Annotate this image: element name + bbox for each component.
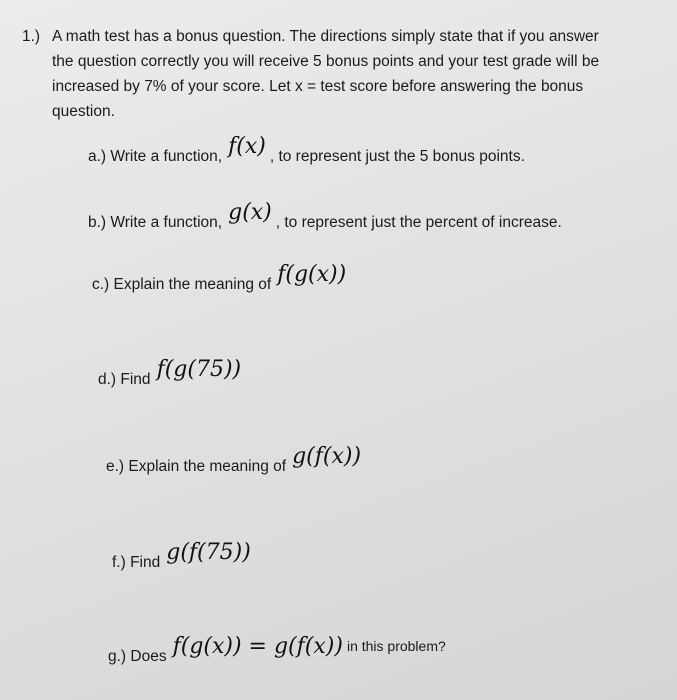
part-a-expression: f(x) (228, 134, 266, 159)
part-d-label: d.) Find (98, 371, 151, 388)
part-e-expression: g(f(x)) (292, 444, 362, 469)
part-g-text: in this problem? (346, 638, 446, 654)
part-a-text: , to represent just the 5 bonus points. (269, 148, 525, 165)
part-b-expression: g(x) (228, 200, 272, 225)
part-d-expression: f(g(75)) (156, 357, 242, 382)
part-a-label: a.) Write a function, (88, 148, 223, 165)
part-b (88, 200, 562, 233)
part-f-label: f.) Find (112, 554, 161, 571)
problem-line: the question correctly you will receive 5 bonus points and your test grade will be (52, 53, 600, 70)
part-a (88, 134, 525, 167)
part-c-expression: f(g(x)) (277, 262, 347, 287)
part-g-expression: f(g(x)) = g(f(x)) (172, 634, 343, 659)
problem-line: question. (52, 103, 115, 120)
part-c (92, 262, 350, 295)
part-e-label: e.) Explain the meaning of (106, 458, 287, 475)
part-g-label: g.) Does (108, 648, 167, 665)
part-b-text: , to represent just the percent of increase. (275, 214, 562, 231)
problem-statement (22, 24, 672, 124)
part-g (108, 634, 446, 667)
problem-line: A math test has a bonus question. The directions simply state that if you answer (52, 28, 599, 45)
part-e (106, 444, 365, 477)
part-b-label: b.) Write a function, (88, 214, 223, 231)
part-f (112, 540, 255, 573)
part-c-label: c.) Explain the meaning of (92, 276, 272, 293)
part-f-expression: g(f(75)) (166, 540, 251, 565)
problem-number: 1.) (22, 28, 41, 45)
part-d (98, 357, 245, 390)
problem-line: increased by 7% of your score. Let x = test score before answering the bonus (52, 78, 584, 95)
